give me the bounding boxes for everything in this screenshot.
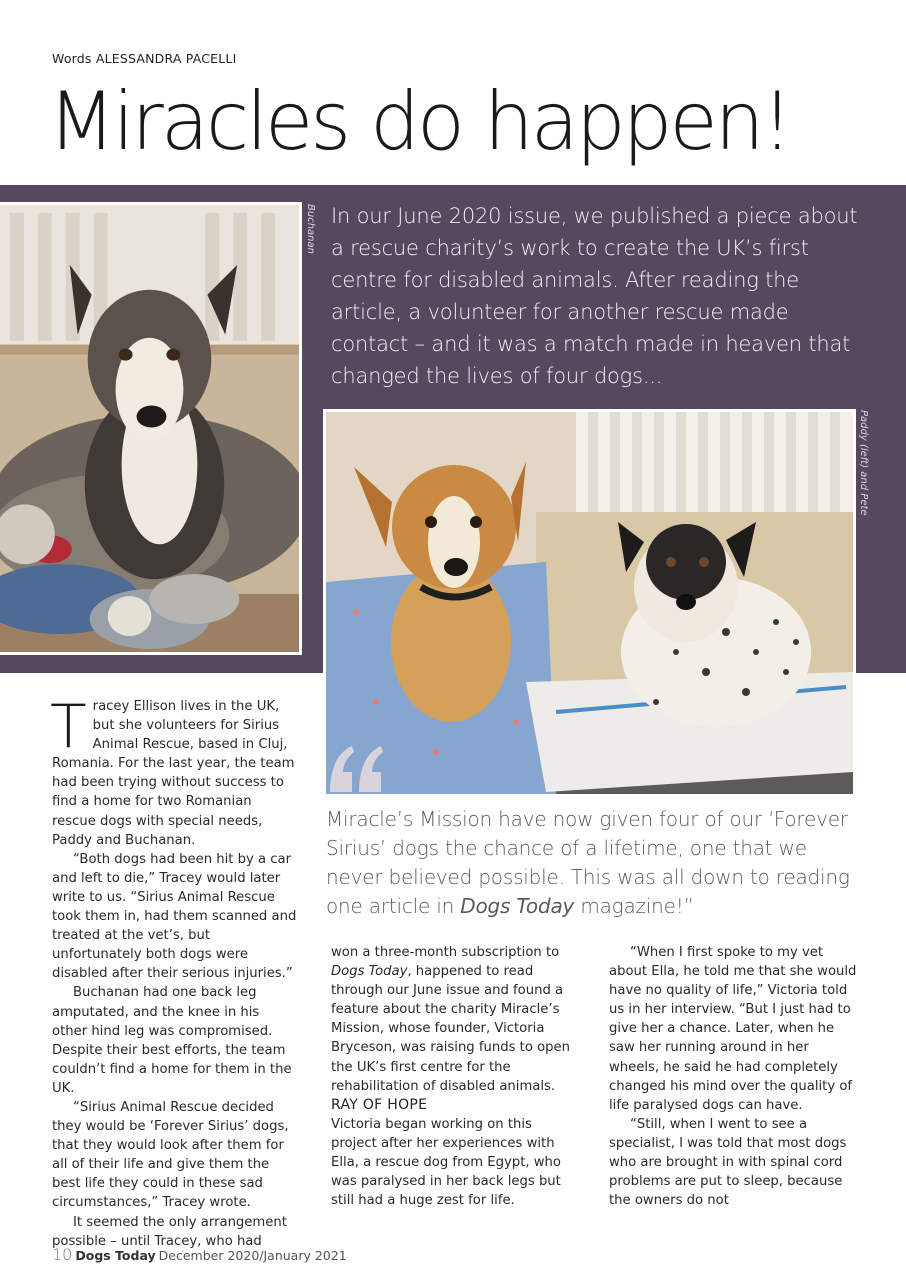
pull-quote-text: Miracle’s Mission have now given four of our ‘Forever Sirius’ dogs the chance of a lifetime, one that we never believed possible. This was all down to reading one article in xyxy=(326,807,850,918)
paragraph-text: racey Ellison lives in the UK, but she volunteers for Sirius Animal Rescue, based in Cluj, Romania. For the last year, the team had been trying without success to find a home for two Romanian rescue dogs with special needs, Paddy and Buchanan. xyxy=(52,699,295,848)
paddy-and-pete-photo xyxy=(323,409,856,797)
article-column-1 xyxy=(50,692,298,1251)
magazine-name: Dogs Today xyxy=(75,1248,156,1263)
standfirst: In our June 2020 issue, we published a piece about a rescue charity’s work to create the UK’s first centre for disabled animals. After reading the article, a volunteer for another rescue made contact – and it was a match made in heaven that changed the lives of four dogs... xyxy=(331,204,858,388)
pull-quote-magazine: Dogs Today xyxy=(460,894,575,918)
paragraph: “Sirius Animal Rescue decided they would be ‘Forever Sirius’ dogs, that they would look after them for all of their life and give them the best life they could in these sad circumstances,” Tracey wrote. xyxy=(52,1099,289,1211)
magazine-name: Dogs Today xyxy=(331,964,408,980)
paragraph xyxy=(50,692,298,850)
drop-cap: T xyxy=(50,692,87,762)
issue-date: December 2020/January 2021 xyxy=(158,1248,347,1263)
paragraph: “Still, when I went to see a specialist, I was told that most dogs who are brought in with spinal cord problems are put to sleep, because the owners do not xyxy=(609,1116,847,1209)
photo-credit-buchanan: Buchanan xyxy=(305,204,316,254)
buchanan-dog-illustration xyxy=(0,205,299,652)
article-column-3 xyxy=(609,943,857,1210)
paddy-and-pete-illustration xyxy=(326,412,853,794)
page-footer xyxy=(52,1245,347,1264)
byline: Words ALESSANDRA PACELLI xyxy=(52,51,237,66)
paragraph xyxy=(331,943,573,1096)
paragraph-text: , happened to read through our June issue and found a feature about the charity Miracle’s Mission, whose founder, Victoria Bryceson, was raising funds to open the UK’s first centre for the rehabilitation of disabled animals. xyxy=(331,964,571,1094)
paragraph: “When I first spoke to my vet about Ella, he told me that she would have no quality of life,” Victoria told us in her interview. “But I just had to give her a chance. Later, when he saw her running around in her wheels, he said he had completely changed his mind over the quality of life paralysed dogs can have. xyxy=(609,945,857,1113)
pull-quote-end: magazine!” xyxy=(574,894,694,918)
subheading: RAY OF HOPE xyxy=(331,1096,428,1113)
paragraph: Buchanan had one back leg amputated, and the knee in his other hind leg was compromised. Despite their best efforts, the team couldn’t find a home for them in the UK. xyxy=(52,985,292,1096)
paragraph: Victoria began working on this project after her experiences with Ella, a rescue dog from Egypt, who was paralysed in her back legs but still had a huge zest for life. xyxy=(331,1116,561,1209)
article-column-2 xyxy=(331,943,573,1210)
paragraph: It seemed the only arrangement possible – until Tracey, who had xyxy=(52,1214,287,1249)
page-number: 10 xyxy=(52,1245,73,1264)
page-title: Miracles do happen! xyxy=(48,75,790,168)
paragraph-text: won a three-month subscription to xyxy=(331,945,560,960)
paragraph: “Both dogs had been hit by a car and left to die,” Tracey would later write to us. “Sirius Animal Rescue took them in, had them scanned and treated at the vet’s, but unfortunately both dogs were disabled after their serious injuries.” xyxy=(52,851,297,982)
photo-credit-paddy-pete: Paddy (left) and Pete xyxy=(858,410,869,516)
quote-mark-icon xyxy=(326,742,386,798)
pull-quote xyxy=(326,805,866,921)
buchanan-photo xyxy=(0,202,302,655)
